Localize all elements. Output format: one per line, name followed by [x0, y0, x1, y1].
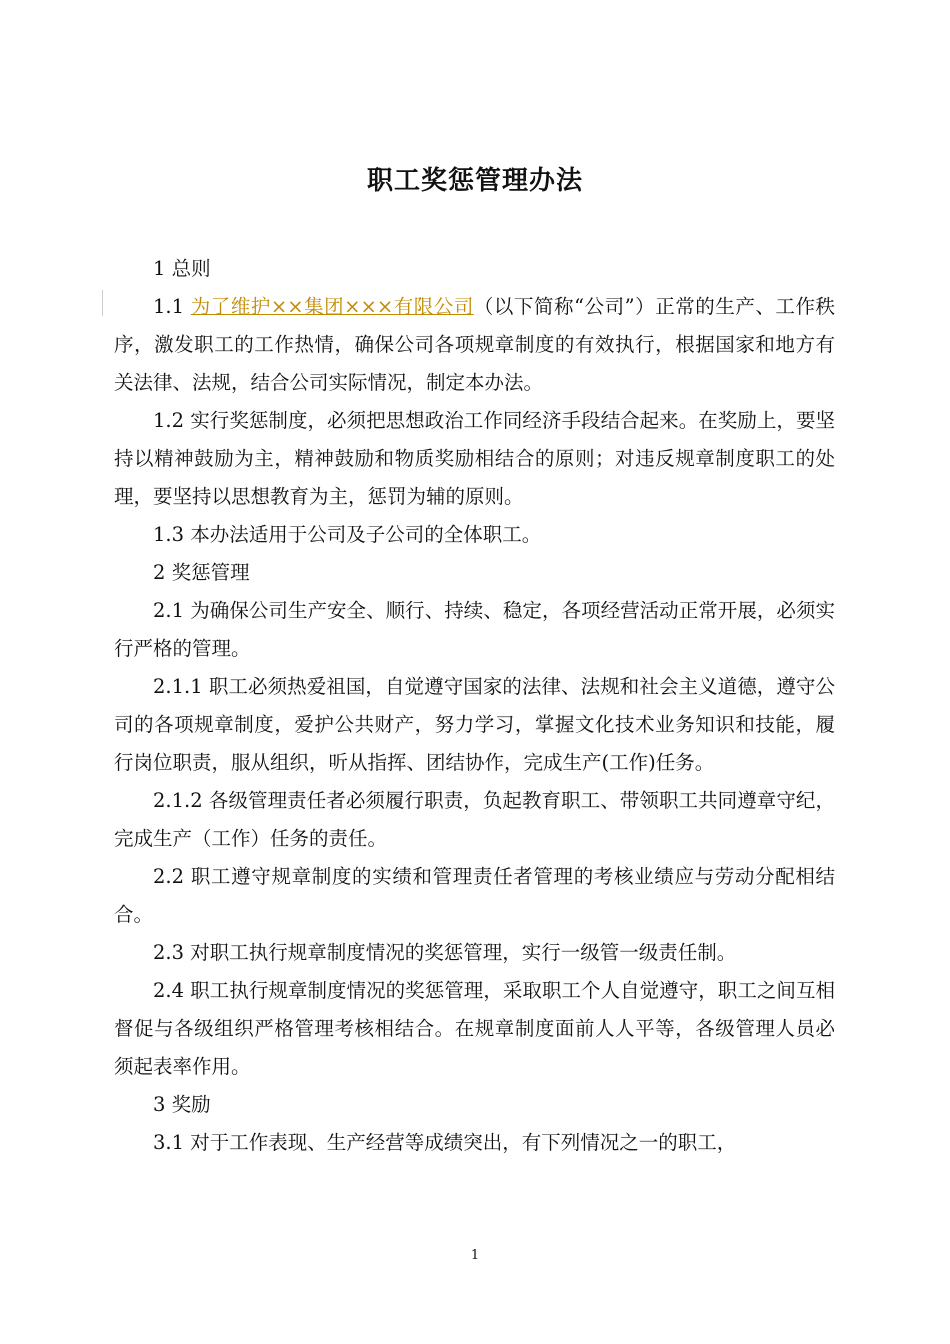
paragraph-2-3: 2.3 对职工执行规章制度情况的奖惩管理，实行一级管一级责任制。 — [153, 941, 737, 964]
page-number: 1 — [470, 1248, 480, 1263]
text-cursor-margin-bar — [102, 290, 103, 316]
paragraph-1-2: 1.2 实行奖惩制度，必须把思想政治工作同经济手段结合起来。在奖励上，要坚持以精神鼓励为主，精神鼓励和物质奖励相结合的原则；对违反规章制度职工的处理，要坚持以思想教育为主，惩罚为辅的原则。 — [114, 409, 835, 508]
paragraph-2-1-1: 2.1.1 职工必须热爱祖国，自觉遵守国家的法律、法规和社会主义道德，遵守公司的各项规章制度，爱护公共财产，努力学习，掌握文化技术业务知识和技能，履行岗位职责，服从组织，听从指挥、团结协作，完成生产(工作)任务。 — [114, 675, 835, 774]
section-heading-1: 1 总则 — [153, 257, 211, 280]
document-body — [114, 250, 835, 1162]
paragraph-2-1: 2.1 为确保公司生产安全、顺行、持续、稳定，各项经营活动正常开展，必须实行严格的管理。 — [114, 599, 835, 660]
section-heading-3: 3 奖励 — [153, 1093, 211, 1116]
paragraph-1-3: 1.3 本办法适用于公司及子公司的全体职工。 — [153, 523, 542, 546]
paragraph-1-1-text: （以下简称“公司”）正常的生产、工作秩序，激发职工的工作热情，确保公司各项规章制度的有效执行，根据国家和地方有关法律、法规，结合公司实际情况，制定本办法。 — [114, 295, 835, 394]
document-title: 职工奖惩管理办法 — [366, 166, 583, 196]
paragraph-1-1-number: 1.1 — [153, 295, 191, 318]
company-name-link[interactable]: 为了维护××集团×××有限公司 — [190, 295, 474, 318]
paragraph-1-1 — [114, 288, 835, 402]
paragraph-2-2: 2.2 职工遵守规章制度的实绩和管理责任者管理的考核业绩应与劳动分配相结合。 — [114, 865, 835, 926]
paragraph-2-1-2: 2.1.2 各级管理责任者必须履行职责，负起教育职工、带领职工共同遵章守纪，完成生产（工作）任务的责任。 — [114, 789, 835, 850]
section-heading-2: 2 奖惩管理 — [153, 561, 250, 584]
paragraph-3-1: 3.1 对于工作表现、生产经营等成绩突出，有下列情况之一的职工， — [153, 1131, 737, 1154]
paragraph-2-4: 2.4 职工执行规章制度情况的奖惩管理，采取职工个人自觉遵守，职工之间互相督促与各级组织严格管理考核相结合。在规章制度面前人人平等，各级管理人员必须起表率作用。 — [114, 979, 835, 1078]
